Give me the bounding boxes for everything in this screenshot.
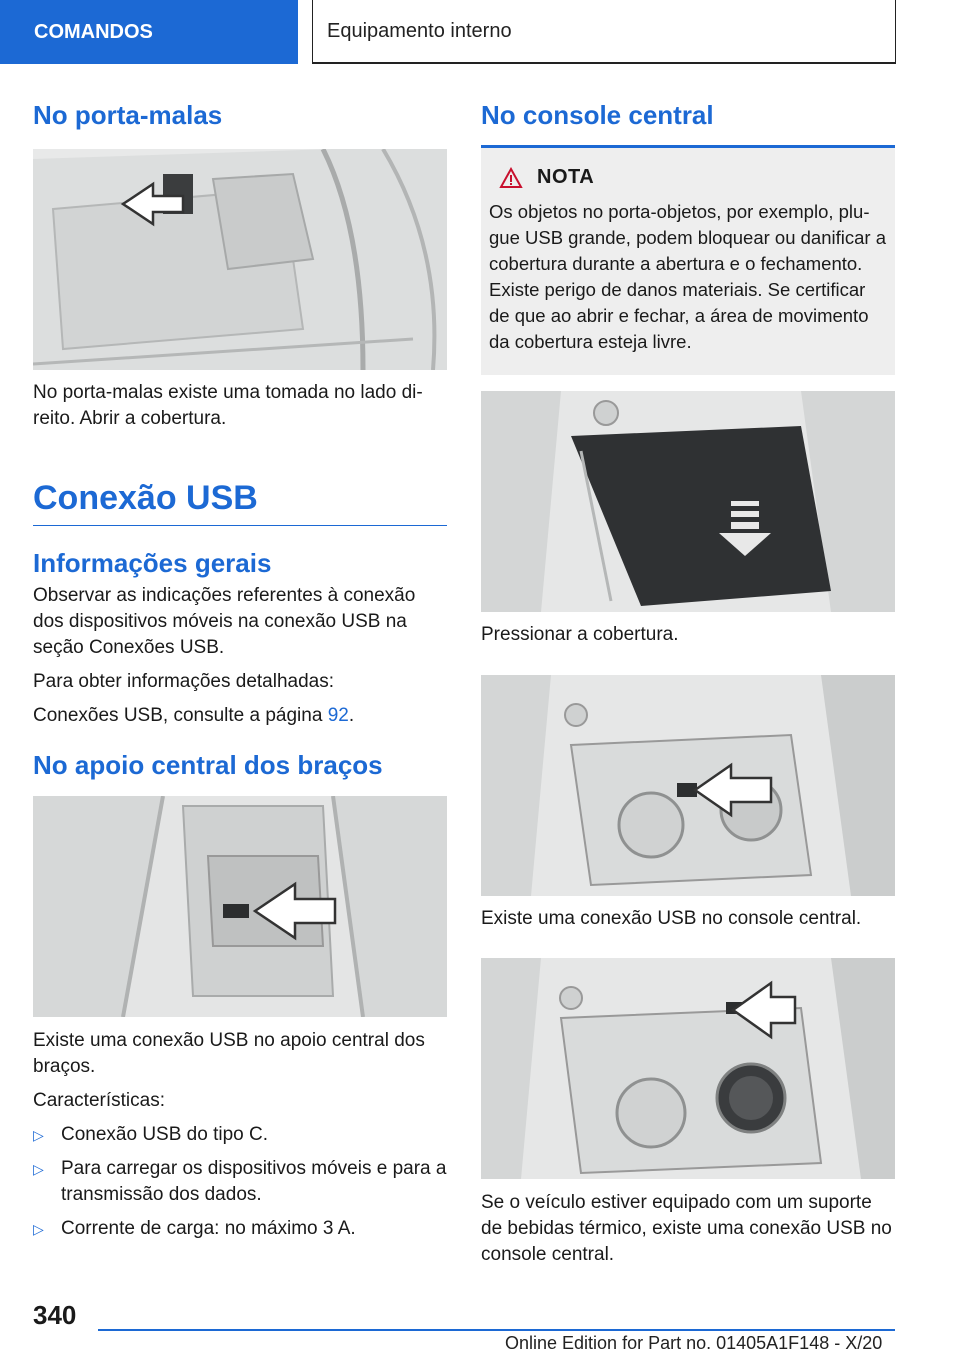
page-link[interactable]: 92 — [327, 705, 349, 727]
console-usb-illustration — [481, 675, 895, 896]
thermo-cupholder-usb-illustration — [481, 958, 895, 1179]
trunk-heading: No porta-malas — [33, 100, 223, 130]
details-ref-end: . — [348, 705, 355, 727]
features-label: Características: — [33, 1090, 165, 1111]
details-reference — [33, 703, 447, 729]
note-title: NOTA — [537, 166, 595, 188]
console-heading: No console central — [481, 100, 714, 130]
list-item: ▷ Para carregar os dispositivos móveis e para a transmissão dos dados. — [33, 1158, 447, 1205]
triangle-right-outline-icon: ▷ — [33, 1221, 44, 1237]
left-column — [33, 100, 447, 131]
armrest-text: Existe uma conexão USB no apoio central dos braços. — [33, 1030, 425, 1077]
general-info-text: Observar as indicações referentes à conexão dos dispositivos móveis na conexão USB na seção Conexões USB. — [33, 585, 416, 659]
thermo-usb-text: Se o veículo estiver equipado com um suporte de bebidas térmico, existe uma conexão USB no console central. — [481, 1192, 892, 1265]
note-text: Os objetos no porta-objetos, por exemplo, plu-gue USB grande, podem bloquear ou danificar a cobertura durante a abertura e o fechamento. Existe perigo de danos materiais. Se certificar de que ao abrir e fechar, a área de movimento da cobertura esteja livre. — [489, 201, 886, 352]
details-intro: Para obter informações detalhadas: — [33, 671, 335, 693]
list-item: ▷ Conexão USB do tipo C. — [33, 1122, 447, 1148]
note-box — [481, 145, 895, 375]
edition-text: Online Edition for Part no. 01405A1F148 - X/20 — [505, 1333, 883, 1353]
trunk-text: No porta-malas existe uma tomada no lado di-reito. Abrir a cobertura. — [33, 382, 423, 429]
armrest-heading: No apoio central dos braços — [33, 750, 383, 780]
press-cover-text: Pressionar a cobertura. — [481, 624, 679, 645]
list-item: ▷ Corrente de carga: no máximo 3 A. — [33, 1216, 447, 1242]
console-cover-illustration — [481, 391, 895, 612]
triangle-right-outline-icon: ▷ — [33, 1161, 44, 1177]
general-info-heading: Informações gerais — [33, 548, 272, 578]
page-number: 340 — [33, 1300, 77, 1330]
armrest-usb-illustration — [33, 796, 447, 1017]
console-usb-text: Existe uma conexão USB no console central. — [481, 908, 862, 929]
footer-divider — [98, 1329, 895, 1331]
section-tab: COMANDOS — [0, 0, 298, 64]
details-ref-text: Conexões USB, consulte a página — [33, 705, 323, 727]
usb-heading: Conexão USB — [33, 478, 447, 526]
trunk-socket-illustration — [33, 149, 447, 370]
warning-triangle-icon — [499, 167, 523, 189]
triangle-right-outline-icon: ▷ — [33, 1127, 44, 1143]
features-list — [33, 1122, 447, 1242]
chapter-title: Equipamento interno — [312, 0, 896, 64]
